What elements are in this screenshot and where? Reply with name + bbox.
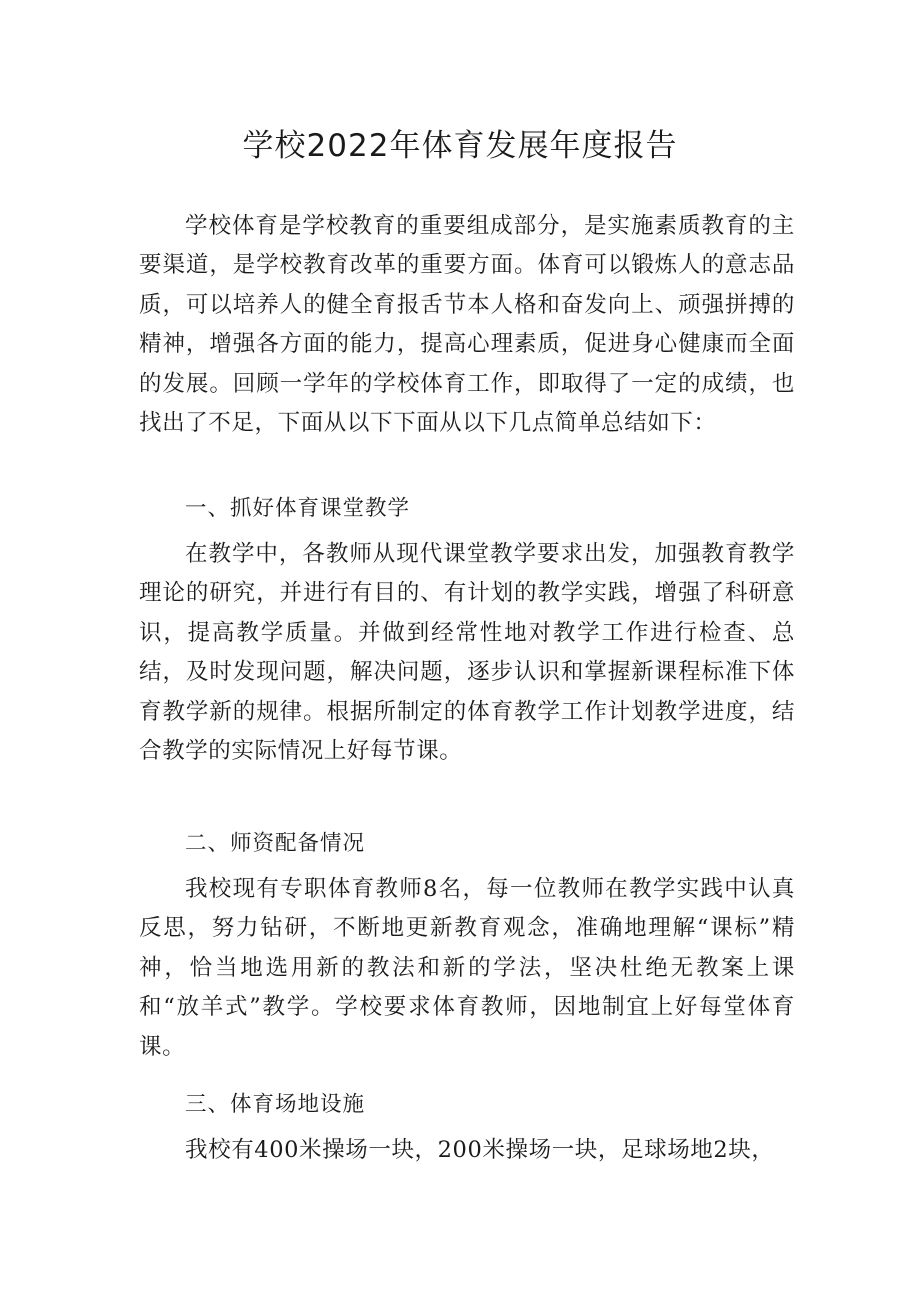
section-heading-3: 三、体育场地设施 [185, 1092, 366, 1117]
section-heading-2: 二、师资配备情况 [185, 831, 366, 856]
document-title: 学校2022年体育发展年度报告 [242, 128, 678, 164]
section-heading-1: 一、抓好体育课堂教学 [185, 496, 411, 521]
intro-paragraph: 学校体育是学校教育的重要组成部分，是实施素质教育的主要渠道，是学校教育改革的重要方面。体育可以锻炼人的意志品质，可以培养人的健全育报舌节本人格和奋发向上、顽强拼搏的精神，增强各方面的能力，提高心理素质，促进身心健康而全面的发展。回顾一学年的学校体育工作，即取得了一定的成绩，也找出了不足，下面从以下下面从以下几点简单总结如下： [139, 213, 795, 437]
section-body-3: 我校有400米操场一块，200米操场一块，足球场地2块， [185, 1137, 775, 1163]
section-body-2: 我校现有专职体育教师8名，每一位教师在教学实践中认真反思，努力钻研，不断地更新教育观念，准确地理解“课标”精神，恰当地选用新的教法和新的学法，坚决杜绝无教案上课和“放羊式”教学。学校要求体育教师，因地制宜上好每堂体育课。 [139, 876, 795, 1060]
section-body-1: 在教学中，各教师从现代课堂教学要求出发，加强教育教学理论的研究，并进行有目的、有计划的教学实践，增强了科研意识，提高教学质量。并做到经常性地对教学工作进行检查、总结，及时发现问题，解决问题，逐步认识和掌握新课程标准下体育教学新的规律。根据所制定的体育教学工作计划教学进度，结合教学的实际情况上好每节课。 [139, 541, 795, 765]
